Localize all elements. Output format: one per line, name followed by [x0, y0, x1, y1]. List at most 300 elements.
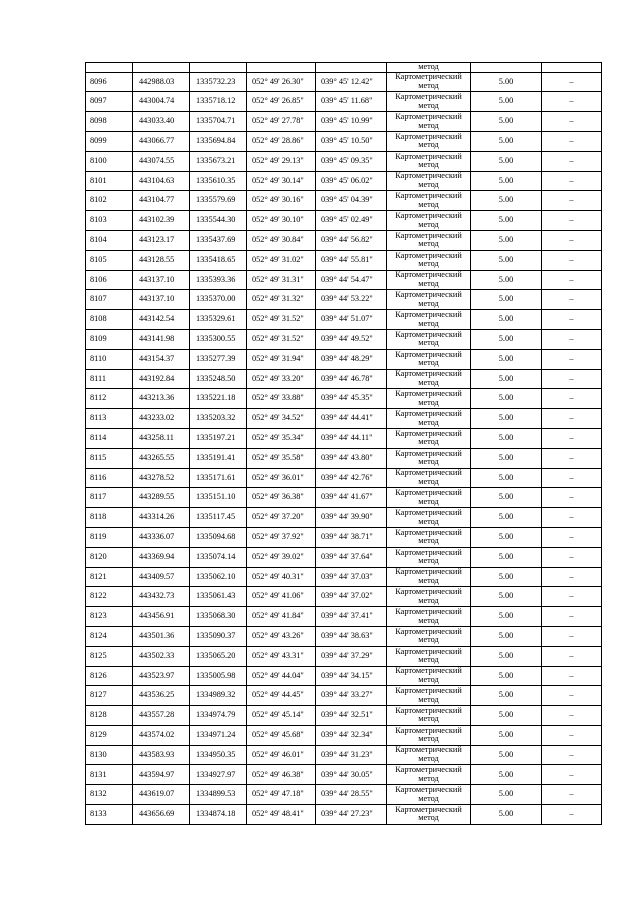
longitude-cell: 039° 44' 27.23" [316, 805, 387, 825]
table-row [86, 131, 602, 151]
accuracy-cell: 5.00 [471, 725, 542, 745]
x-coordinate-cell: 443432.73 [133, 587, 190, 607]
latitude-cell: 052° 49' 45.68" [247, 725, 316, 745]
latitude-cell: 052° 49' 37.20" [247, 508, 316, 528]
table-row [86, 785, 602, 805]
table-row [86, 270, 602, 290]
y-coordinate-cell: 1335191.41 [190, 448, 247, 468]
point-number-cell: 8131 [86, 765, 133, 785]
accuracy-cell: 5.00 [471, 686, 542, 706]
method-cell [387, 310, 471, 330]
latitude-cell: 052° 49' 30.14" [247, 171, 316, 191]
method-cell [387, 567, 471, 587]
point-number-cell: 8119 [86, 527, 133, 547]
tolerance-cell: – [542, 745, 602, 765]
y-coordinate-cell: 1335062.10 [190, 567, 247, 587]
point-number-cell: 8099 [86, 131, 133, 151]
point-number-cell: 8133 [86, 805, 133, 825]
longitude-cell: 039° 44' 43.80" [316, 448, 387, 468]
x-coordinate-cell: 443137.10 [133, 290, 190, 310]
method-cell [387, 725, 471, 745]
latitude-cell: 052° 49' 31.02" [247, 250, 316, 270]
x-coordinate-cell: 443619.07 [133, 785, 190, 805]
tolerance-cell: – [542, 527, 602, 547]
latitude-cell: 052° 49' 35.34" [247, 428, 316, 448]
table-row [86, 191, 602, 211]
y-coordinate-cell: 1334874.18 [190, 805, 247, 825]
table-row [86, 706, 602, 726]
tolerance-cell: – [542, 92, 602, 112]
tolerance-cell: – [542, 151, 602, 171]
tolerance-cell: – [542, 488, 602, 508]
method-line: Картометрический [395, 171, 462, 181]
accuracy-cell: 5.00 [471, 191, 542, 211]
method-line: метод [418, 120, 439, 130]
point-number-cell: 8101 [86, 171, 133, 191]
method-line: метод [418, 160, 439, 170]
point-number-cell: 8127 [86, 686, 133, 706]
y-coordinate-cell: 1335704.71 [190, 112, 247, 132]
method-line: метод [418, 615, 439, 625]
x-coordinate-cell: 443104.77 [133, 191, 190, 211]
method-line: метод [418, 635, 439, 645]
method-cell [387, 250, 471, 270]
table-row [86, 765, 602, 785]
method-line: Картометрический [395, 705, 462, 715]
latitude-cell: 052° 49' 44.04" [247, 666, 316, 686]
point-number-cell: 8117 [86, 488, 133, 508]
y-coordinate-cell: 1334927.97 [190, 765, 247, 785]
latitude-cell: 052° 49' 30.16" [247, 191, 316, 211]
accuracy-cell: 5.00 [471, 250, 542, 270]
latitude-cell: 052° 49' 41.06" [247, 587, 316, 607]
table-row [86, 805, 602, 825]
y-coordinate-cell: 1335694.84 [190, 131, 247, 151]
method-line: метод [418, 754, 439, 764]
y-coordinate-cell: 1335718.12 [190, 92, 247, 112]
method-line: Картометрический [395, 626, 462, 636]
table-row [86, 290, 602, 310]
longitude-cell: 039° 44' 56.82" [316, 230, 387, 250]
y-coordinate-cell: 1335544.30 [190, 211, 247, 231]
x-coordinate-cell: 443074.55 [133, 151, 190, 171]
tolerance-cell: – [542, 805, 602, 825]
table-row [86, 607, 602, 627]
y-coordinate-cell: 1335248.50 [190, 369, 247, 389]
longitude-cell: 039° 44' 31.23" [316, 745, 387, 765]
y-coordinate-cell: 1335094.68 [190, 527, 247, 547]
method-line: метод [418, 199, 439, 209]
method-line: Картометрический [395, 270, 462, 280]
x-coordinate-cell: 443656.69 [133, 805, 190, 825]
y-coordinate-cell: 1334899.53 [190, 785, 247, 805]
point-number-cell: 8122 [86, 587, 133, 607]
point-number-cell: 8102 [86, 191, 133, 211]
tolerance-cell: – [542, 547, 602, 567]
method-cell [387, 211, 471, 231]
x-coordinate-cell: 443004.74 [133, 92, 190, 112]
y-coordinate-cell: 1335329.61 [190, 310, 247, 330]
method-line: Картометрический [395, 646, 462, 656]
latitude-cell: 052° 49' 36.38" [247, 488, 316, 508]
method-cell [387, 745, 471, 765]
method-cell [387, 151, 471, 171]
y-coordinate-cell: 1335074.14 [190, 547, 247, 567]
tolerance-cell: – [542, 112, 602, 132]
tolerance-cell: – [542, 191, 602, 211]
point-number-cell: 8109 [86, 329, 133, 349]
point-number-cell: 8123 [86, 607, 133, 627]
x-coordinate-cell: 443594.97 [133, 765, 190, 785]
longitude-cell: 039° 45' 10.99" [316, 112, 387, 132]
table-row [86, 92, 602, 112]
x-coordinate-cell: 443102.39 [133, 211, 190, 231]
method-line: Картометрический [395, 448, 462, 458]
method-line: Картометрический [395, 230, 462, 240]
longitude-cell: 039° 44' 41.67" [316, 488, 387, 508]
y-coordinate-cell: 1335117.45 [190, 508, 247, 528]
method-line: Картометрический [395, 329, 462, 339]
y-coordinate-cell: 1335300.55 [190, 329, 247, 349]
method-cell [387, 290, 471, 310]
tolerance-cell: – [542, 468, 602, 488]
tolerance-cell: – [542, 666, 602, 686]
latitude-cell: 052° 49' 26.30" [247, 72, 316, 92]
method-fragment-cell: метод [387, 63, 471, 73]
accuracy-cell: 5.00 [471, 290, 542, 310]
method-line: Картометрический [395, 725, 462, 735]
method-line: Картометрический [395, 131, 462, 141]
method-cell [387, 191, 471, 211]
point-number-cell: 8105 [86, 250, 133, 270]
point-number-cell: 8098 [86, 112, 133, 132]
x-coordinate-cell: 443192.84 [133, 369, 190, 389]
x-coordinate-cell: 443369.94 [133, 547, 190, 567]
method-cell [387, 270, 471, 290]
method-line: метод [418, 318, 439, 328]
method-cell [387, 547, 471, 567]
x-coordinate-cell: 443557.28 [133, 706, 190, 726]
method-line: Картометрический [395, 369, 462, 379]
method-line: метод [418, 516, 439, 526]
method-line: Картометрический [395, 428, 462, 438]
method-cell [387, 686, 471, 706]
method-line: метод [418, 140, 439, 150]
table-row [86, 527, 602, 547]
table-row [86, 547, 602, 567]
tolerance-cell: – [542, 171, 602, 191]
x-coordinate-cell: 443574.02 [133, 725, 190, 745]
point-number-cell: 8104 [86, 230, 133, 250]
y-coordinate-cell: 1335277.39 [190, 349, 247, 369]
latitude-cell: 052° 49' 43.26" [247, 626, 316, 646]
method-cell [387, 607, 471, 627]
accuracy-cell: 5.00 [471, 409, 542, 429]
table-row-fragment [86, 63, 602, 73]
method-cell [387, 587, 471, 607]
longitude-cell: 039° 44' 32.51" [316, 706, 387, 726]
method-line: Картометрический [395, 151, 462, 161]
accuracy-cell: 5.00 [471, 72, 542, 92]
x-coordinate-cell: 443141.98 [133, 329, 190, 349]
accuracy-cell: 5.00 [471, 607, 542, 627]
y-coordinate-cell: 1334974.79 [190, 706, 247, 726]
method-line: метод [418, 457, 439, 467]
y-coordinate-cell: 1335171.61 [190, 468, 247, 488]
longitude-cell: 039° 44' 30.05" [316, 765, 387, 785]
tolerance-cell: – [542, 409, 602, 429]
method-cell [387, 92, 471, 112]
method-cell [387, 646, 471, 666]
method-line: Картометрический [395, 408, 462, 418]
method-line: Картометрический [395, 92, 462, 102]
point-number-cell: 8128 [86, 706, 133, 726]
method-line: Картометрический [395, 547, 462, 557]
longitude-cell: 039° 45' 02.49" [316, 211, 387, 231]
table-row [86, 567, 602, 587]
accuracy-cell: 5.00 [471, 131, 542, 151]
y-coordinate-cell: 1335203.32 [190, 409, 247, 429]
longitude-cell: 039° 44' 53.22" [316, 290, 387, 310]
longitude-cell: 039° 44' 39.90" [316, 508, 387, 528]
table-row [86, 250, 602, 270]
method-line: метод [418, 397, 439, 407]
method-line: метод [418, 674, 439, 684]
accuracy-cell: 5.00 [471, 112, 542, 132]
x-coordinate-cell: 443583.93 [133, 745, 190, 765]
point-number-cell: 8118 [86, 508, 133, 528]
table-row [86, 646, 602, 666]
longitude-cell: 039° 45' 04.39" [316, 191, 387, 211]
method-line: Картометрический [395, 210, 462, 220]
point-number-cell: 8121 [86, 567, 133, 587]
x-coordinate-cell: 443104.63 [133, 171, 190, 191]
table-body [86, 63, 602, 825]
point-number-cell: 8124 [86, 626, 133, 646]
method-line: Картометрический [395, 567, 462, 577]
y-coordinate-cell: 1335151.10 [190, 488, 247, 508]
y-coordinate-cell: 1335090.37 [190, 626, 247, 646]
method-cell [387, 329, 471, 349]
table-row [86, 448, 602, 468]
latitude-cell: 052° 49' 33.88" [247, 389, 316, 409]
method-line: метод [418, 476, 439, 486]
tolerance-cell: – [542, 428, 602, 448]
method-line: метод [418, 734, 439, 744]
table-row [86, 112, 602, 132]
latitude-cell: 052° 49' 31.52" [247, 329, 316, 349]
longitude-cell: 039° 44' 32.34" [316, 725, 387, 745]
tolerance-cell: – [542, 626, 602, 646]
x-coordinate-cell: 443456.91 [133, 607, 190, 627]
table-row [86, 389, 602, 409]
table-row [86, 587, 602, 607]
accuracy-cell: 5.00 [471, 310, 542, 330]
longitude-cell: 039° 44' 38.63" [316, 626, 387, 646]
longitude-cell: 039° 44' 42.76" [316, 468, 387, 488]
table-row [86, 310, 602, 330]
point-number-cell: 8100 [86, 151, 133, 171]
cell-empty [247, 63, 316, 73]
x-coordinate-cell: 443213.36 [133, 389, 190, 409]
y-coordinate-cell: 1335393.36 [190, 270, 247, 290]
accuracy-cell: 5.00 [471, 547, 542, 567]
accuracy-cell: 5.00 [471, 389, 542, 409]
x-coordinate-cell: 443142.54 [133, 310, 190, 330]
accuracy-cell: 5.00 [471, 349, 542, 369]
x-coordinate-cell: 443233.02 [133, 409, 190, 429]
tolerance-cell: – [542, 686, 602, 706]
longitude-cell: 039° 44' 44.41" [316, 409, 387, 429]
y-coordinate-cell: 1335068.30 [190, 607, 247, 627]
cell-empty [316, 63, 387, 73]
latitude-cell: 052° 49' 26.85" [247, 92, 316, 112]
accuracy-cell: 5.00 [471, 369, 542, 389]
longitude-cell: 039° 45' 11.68" [316, 92, 387, 112]
method-line: метод [418, 278, 439, 288]
x-coordinate-cell: 443314.26 [133, 508, 190, 528]
method-line: метод [418, 100, 439, 110]
method-line: метод [418, 338, 439, 348]
x-coordinate-cell: 443258.11 [133, 428, 190, 448]
tolerance-cell: – [542, 72, 602, 92]
method-line: Картометрический [395, 527, 462, 537]
accuracy-cell: 5.00 [471, 211, 542, 231]
method-line: Картометрический [395, 765, 462, 775]
accuracy-cell: 5.00 [471, 626, 542, 646]
y-coordinate-cell: 1335197.21 [190, 428, 247, 448]
latitude-cell: 052° 49' 47.18" [247, 785, 316, 805]
coordinates-table [85, 62, 602, 825]
longitude-cell: 039° 45' 06.02" [316, 171, 387, 191]
latitude-cell: 052° 49' 36.01" [247, 468, 316, 488]
accuracy-cell: 5.00 [471, 745, 542, 765]
tolerance-cell: – [542, 270, 602, 290]
method-line: метод [418, 377, 439, 387]
accuracy-cell: 5.00 [471, 488, 542, 508]
method-line: метод [418, 575, 439, 585]
table-row [86, 230, 602, 250]
point-number-cell: 8116 [86, 468, 133, 488]
x-coordinate-cell: 443289.55 [133, 488, 190, 508]
table-row [86, 151, 602, 171]
accuracy-cell: 5.00 [471, 329, 542, 349]
cell-empty [86, 63, 133, 73]
tolerance-cell: – [542, 706, 602, 726]
latitude-cell: 052° 49' 35.58" [247, 448, 316, 468]
table-row [86, 666, 602, 686]
cell-empty [471, 63, 542, 73]
method-line: метод [418, 655, 439, 665]
point-number-cell: 8125 [86, 646, 133, 666]
point-number-cell: 8112 [86, 389, 133, 409]
tolerance-cell: – [542, 230, 602, 250]
y-coordinate-cell: 1334989.32 [190, 686, 247, 706]
point-number-cell: 8114 [86, 428, 133, 448]
accuracy-cell: 5.00 [471, 508, 542, 528]
method-cell [387, 666, 471, 686]
latitude-cell: 052° 49' 43.31" [247, 646, 316, 666]
point-number-cell: 8115 [86, 448, 133, 468]
x-coordinate-cell: 443336.07 [133, 527, 190, 547]
table-row [86, 468, 602, 488]
table-row [86, 329, 602, 349]
accuracy-cell: 5.00 [471, 706, 542, 726]
method-line: Картометрический [395, 507, 462, 517]
y-coordinate-cell: 1335610.35 [190, 171, 247, 191]
table-row [86, 72, 602, 92]
y-coordinate-cell: 1335370.00 [190, 290, 247, 310]
longitude-cell: 039° 44' 37.03" [316, 567, 387, 587]
latitude-cell: 052° 49' 40.31" [247, 567, 316, 587]
tolerance-cell: – [542, 250, 602, 270]
point-number-cell: 8103 [86, 211, 133, 231]
tolerance-cell: – [542, 369, 602, 389]
accuracy-cell: 5.00 [471, 587, 542, 607]
accuracy-cell: 5.00 [471, 666, 542, 686]
x-coordinate-cell: 443033.40 [133, 112, 190, 132]
y-coordinate-cell: 1334950.35 [190, 745, 247, 765]
accuracy-cell: 5.00 [471, 448, 542, 468]
accuracy-cell: 5.00 [471, 567, 542, 587]
point-number-cell: 8113 [86, 409, 133, 429]
table-row [86, 725, 602, 745]
x-coordinate-cell: 443502.33 [133, 646, 190, 666]
y-coordinate-cell: 1334971.24 [190, 725, 247, 745]
method-cell [387, 488, 471, 508]
table-row [86, 211, 602, 231]
latitude-cell: 052° 49' 46.01" [247, 745, 316, 765]
y-coordinate-cell: 1335437.69 [190, 230, 247, 250]
method-line: метод [418, 714, 439, 724]
method-cell [387, 428, 471, 448]
accuracy-cell: 5.00 [471, 230, 542, 250]
longitude-cell: 039° 44' 28.55" [316, 785, 387, 805]
latitude-cell: 052° 49' 31.32" [247, 290, 316, 310]
latitude-cell: 052° 49' 31.94" [247, 349, 316, 369]
x-coordinate-cell: 443523.97 [133, 666, 190, 686]
tolerance-cell: – [542, 785, 602, 805]
latitude-cell: 052° 49' 39.02" [247, 547, 316, 567]
method-line: Картометрический [395, 191, 462, 201]
method-cell [387, 626, 471, 646]
method-line: Картометрический [395, 111, 462, 121]
x-coordinate-cell: 443128.55 [133, 250, 190, 270]
method-line: метод [418, 417, 439, 427]
accuracy-cell: 5.00 [471, 805, 542, 825]
point-number-cell: 8107 [86, 290, 133, 310]
cell-empty [133, 63, 190, 73]
tolerance-cell: – [542, 131, 602, 151]
x-coordinate-cell: 443137.10 [133, 270, 190, 290]
method-line: Картометрический [395, 686, 462, 696]
longitude-cell: 039° 44' 38.71" [316, 527, 387, 547]
point-number-cell: 8132 [86, 785, 133, 805]
accuracy-cell: 5.00 [471, 646, 542, 666]
method-line: метод [418, 358, 439, 368]
method-cell [387, 72, 471, 92]
method-cell [387, 349, 471, 369]
point-number-cell: 8106 [86, 270, 133, 290]
tolerance-cell: – [542, 646, 602, 666]
x-coordinate-cell: 443066.77 [133, 131, 190, 151]
longitude-cell: 039° 44' 45.35" [316, 389, 387, 409]
tolerance-cell: – [542, 587, 602, 607]
y-coordinate-cell: 1335065.20 [190, 646, 247, 666]
longitude-cell: 039° 44' 34.15" [316, 666, 387, 686]
latitude-cell: 052° 49' 41.84" [247, 607, 316, 627]
latitude-cell: 052° 49' 31.31" [247, 270, 316, 290]
